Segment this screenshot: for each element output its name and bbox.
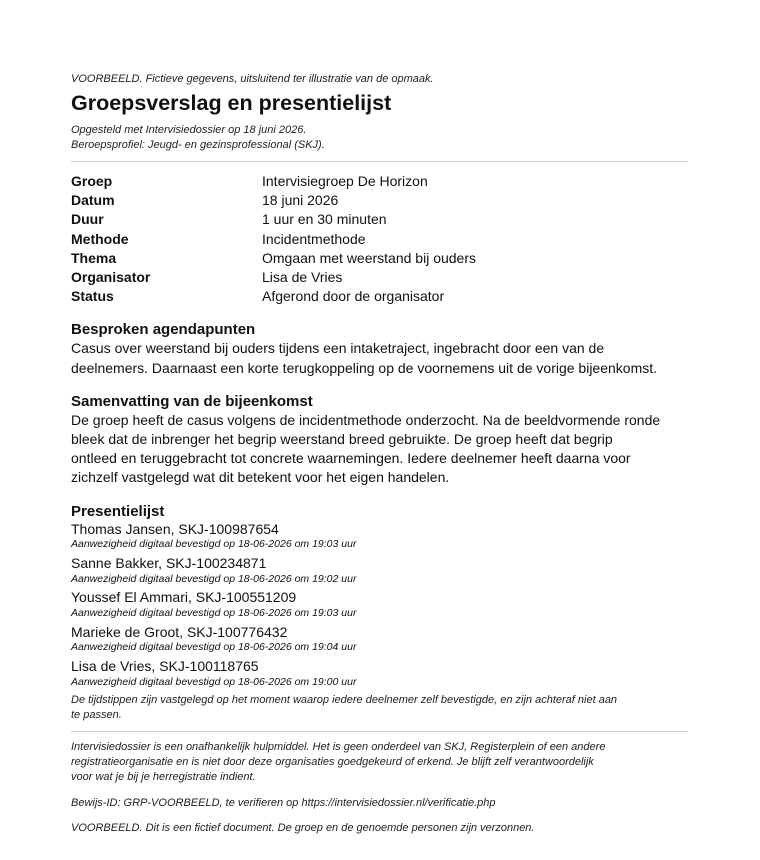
attendee-name: Sanne Bakker, SKJ-100234871 bbox=[71, 554, 267, 571]
disclaimer-line: Intervisiedossier is een onafhankelijk hulpmiddel. Het is geen onderdeel van SKJ, Registerplein of een andere bbox=[71, 741, 606, 754]
attendee-name: Lisa de Vries, SKJ-100118765 bbox=[71, 657, 259, 674]
summary-heading: Samenvatting van de bijeenkomst bbox=[71, 392, 313, 410]
divider bbox=[71, 731, 688, 732]
attendee-name: Youssef El Ammari, SKJ-100551209 bbox=[71, 589, 297, 606]
meta-label: Groep bbox=[71, 173, 113, 189]
disclaimer-line: voor wat je bij je herregistratie indient. bbox=[71, 771, 256, 784]
meta-row-date bbox=[71, 191, 688, 210]
divider bbox=[71, 161, 688, 162]
meta-label: Organisator bbox=[71, 269, 151, 286]
attendee-confirmation: Aanwezigheid digitaal bevestigd op 18-06-2026 om 19:04 uur bbox=[71, 641, 357, 654]
meta-row-group bbox=[71, 172, 688, 191]
meta-label: Status bbox=[71, 288, 114, 305]
meta-value: Afgerond door de organisator bbox=[262, 288, 445, 305]
summary-line: ontleed en teruggebracht tot concrete waarnemingen. Iedere deelnemer heeft daarna voor bbox=[71, 450, 631, 467]
meta-value: Omgaan met weerstand bij ouders bbox=[262, 249, 476, 266]
attendee-name: Thomas Jansen, SKJ-100987654 bbox=[71, 520, 279, 537]
meta-value: 18 juni 2026 bbox=[262, 192, 339, 209]
summary-line: De groep heeft de casus volgens de incidentmethode onderzocht. Na de beeldvormende ronde bbox=[71, 411, 661, 428]
attendance-heading: Presentielijst bbox=[71, 502, 165, 520]
attendee-confirmation: Aanwezigheid digitaal bevestigd op 18-06-2026 om 19:03 uur bbox=[71, 538, 357, 551]
attendance-note-line: te passen. bbox=[71, 709, 122, 722]
meta-value: Intervisiegroep De Horizon bbox=[262, 173, 428, 189]
agenda-line: Casus over weerstand bij ouders tijdens een intaketraject, ingebracht door een van de bbox=[71, 340, 605, 357]
agenda-line: deelnemers. Daarnaast een korte terugkoppeling op de voornemens uit de vorige bijeenkomst. bbox=[71, 359, 658, 376]
meta-value: Incidentmethode bbox=[262, 230, 366, 247]
subtitle-line: Beroepsprofiel: Jeugd- en gezinsprofessional (SKJ). bbox=[71, 139, 325, 151]
proof-id: Bewijs-ID: GRP-VOORBEELD, te verifieren op https://intervisiedossier.nl/verificatie.php bbox=[71, 797, 496, 810]
meta-label: Datum bbox=[71, 192, 115, 209]
meta-row-organizer bbox=[71, 268, 688, 287]
attendee-confirmation: Aanwezigheid digitaal bevestigd op 18-06-2026 om 19:03 uur bbox=[71, 607, 357, 620]
footer bbox=[71, 740, 688, 836]
meta-value: 1 uur en 30 minuten bbox=[262, 211, 387, 228]
meta-label: Thema bbox=[71, 249, 117, 266]
meta-row-status bbox=[71, 287, 688, 306]
summary-line: bleek dat de inbrenger het begrip weerstand breed gebruikte. De groep heeft dat begrip bbox=[71, 431, 613, 448]
summary-line: zichzelf vastgelegd wat dit betekent voor het eigen handelen. bbox=[71, 469, 450, 486]
disclaimer-line: registratieorganisatie en is niet door deze organisaties goedgekeurd of erkend. Je blijft zelf verantwoordelijk bbox=[71, 756, 594, 769]
meta-label: Duur bbox=[71, 211, 104, 228]
example-banner: VOORBEELD. Fictieve gegevens, uitsluitend ter illustratie van de opmaak. bbox=[71, 73, 434, 85]
subtitle-line: Opgesteld met Intervisiedossier op 18 juni 2026. bbox=[71, 124, 307, 136]
agenda-heading: Besproken agendapunten bbox=[71, 321, 256, 339]
report-page bbox=[71, 72, 688, 836]
example-note: VOORBEELD. Dit is een fictief document. De groep en de genoemde personen zijn verzonnen. bbox=[71, 822, 535, 835]
meta-row-method bbox=[71, 230, 688, 249]
meta-row-theme bbox=[71, 249, 688, 268]
meta-table bbox=[71, 172, 688, 306]
attendee-confirmation: Aanwezigheid digitaal bevestigd op 18-06-2026 om 19:02 uur bbox=[71, 572, 357, 585]
attendance-list bbox=[71, 521, 688, 690]
attendance-note-line: De tijdstippen zijn vastgelegd op het moment waarop iedere deelnemer zelf bevestigde, en zijn achteraf niet aan bbox=[71, 694, 618, 707]
attendee-confirmation: Aanwezigheid digitaal bevestigd op 18-06-2026 om 19:00 uur bbox=[71, 675, 357, 688]
meta-label: Methode bbox=[71, 230, 129, 247]
attendee-name: Marieke de Groot, SKJ-100776432 bbox=[71, 623, 288, 640]
page-title: Groepsverslag en presentielijst bbox=[71, 91, 392, 115]
meta-row-duration bbox=[71, 210, 688, 229]
meta-value: Lisa de Vries bbox=[262, 269, 343, 286]
